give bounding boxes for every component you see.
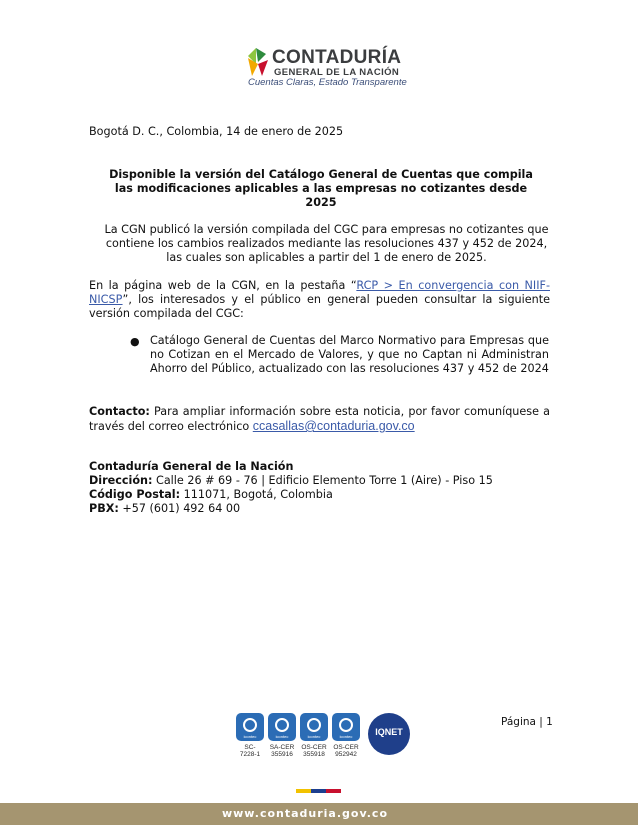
- icontec-cert-badge: icontec: [236, 713, 264, 741]
- news-heading: Disponible la versión del Catálogo General de Cuentas que compila las modificaciones aplicables a las empresas no cotizantes desde 2025: [109, 168, 533, 209]
- address-label: Dirección:: [89, 474, 153, 487]
- postal-line: [89, 488, 333, 502]
- flag-stripe-yellow: [296, 789, 311, 793]
- address-value: Calle 26 # 69 - 76 | Edificio Elemento Torre 1 (Aire) - Piso 15: [152, 474, 493, 487]
- rcp-link[interactable]: RCP > En convergencia con NIIF-NICSP: [89, 279, 550, 306]
- web-paragraph: [89, 279, 550, 321]
- org-name: Contaduría General de la Nación: [89, 460, 294, 473]
- date-line: Bogotá D. C., Colombia, 14 de enero de 2025: [89, 125, 344, 138]
- icontec-cert-badge: icontec: [268, 713, 296, 741]
- pbx-value: +57 (601) 492 64 00: [118, 502, 241, 515]
- flag-stripe-red: [326, 789, 341, 793]
- postal-value: 111071, Bogotá, Colombia: [180, 488, 333, 501]
- cgn-emblem-icon: [246, 46, 272, 80]
- list-item: Catálogo General de Cuentas del Marco Normativo para Empresas que no Cotizan en el Mercado de Valores, y que no Captan ni Administran Ahorro del Público, actualizado con las resoluciones 437 y 452 de 2024: [150, 334, 549, 375]
- logo-tagline: Cuentas Claras, Estado Transparente: [248, 77, 407, 88]
- cert-code: SC- 7228-1: [239, 744, 261, 758]
- cert-code: OS-CER 355918: [301, 744, 327, 758]
- email-link[interactable]: ccasallas@contaduria.gov.co: [252, 419, 415, 433]
- contact-paragraph: [89, 405, 550, 434]
- logo-title: CONTADURÍA: [272, 47, 402, 68]
- postal-label: Código Postal:: [89, 488, 181, 501]
- icontec-cert-badge: icontec: [332, 713, 360, 741]
- pbx-line: [89, 502, 240, 516]
- footer-url[interactable]: www.contaduria.gov.co: [221, 807, 388, 820]
- intro-paragraph: La CGN publicó la versión compilada del CGC para empresas no cotizantes que contiene los cambios realizados mediante las resoluciones 437 y 452 de 2024, las cuales son aplicables a partir del 1 de enero de 2025.: [104, 223, 549, 264]
- iqnet-cert-badge: IQNET: [368, 713, 410, 755]
- address-line: [89, 474, 493, 488]
- page-number: Página | 1: [501, 716, 553, 728]
- pbx-label: PBX:: [89, 502, 119, 515]
- cert-code: SA-CER 355916: [269, 744, 295, 758]
- cert-code: OS-CER 952942: [333, 744, 359, 758]
- bullet-icon: ●: [130, 335, 140, 348]
- logo-subtitle: GENERAL DE LA NACIÓN: [274, 67, 400, 78]
- web-paragraph-after: ”, los interesados y el público en general pueden consultar la siguiente versión compilada del CGC:: [89, 293, 550, 320]
- contact-label: Contacto:: [89, 405, 150, 418]
- footer-band: [0, 803, 638, 825]
- icontec-cert-badge: icontec: [300, 713, 328, 741]
- web-paragraph-before: En la página web de la CGN, en la pestaña “: [89, 279, 357, 292]
- contact-text: Para ampliar información sobre esta noticia, por favor comuníquese a través del correo electrónico: [89, 405, 550, 433]
- flag-stripe-blue: [311, 789, 326, 793]
